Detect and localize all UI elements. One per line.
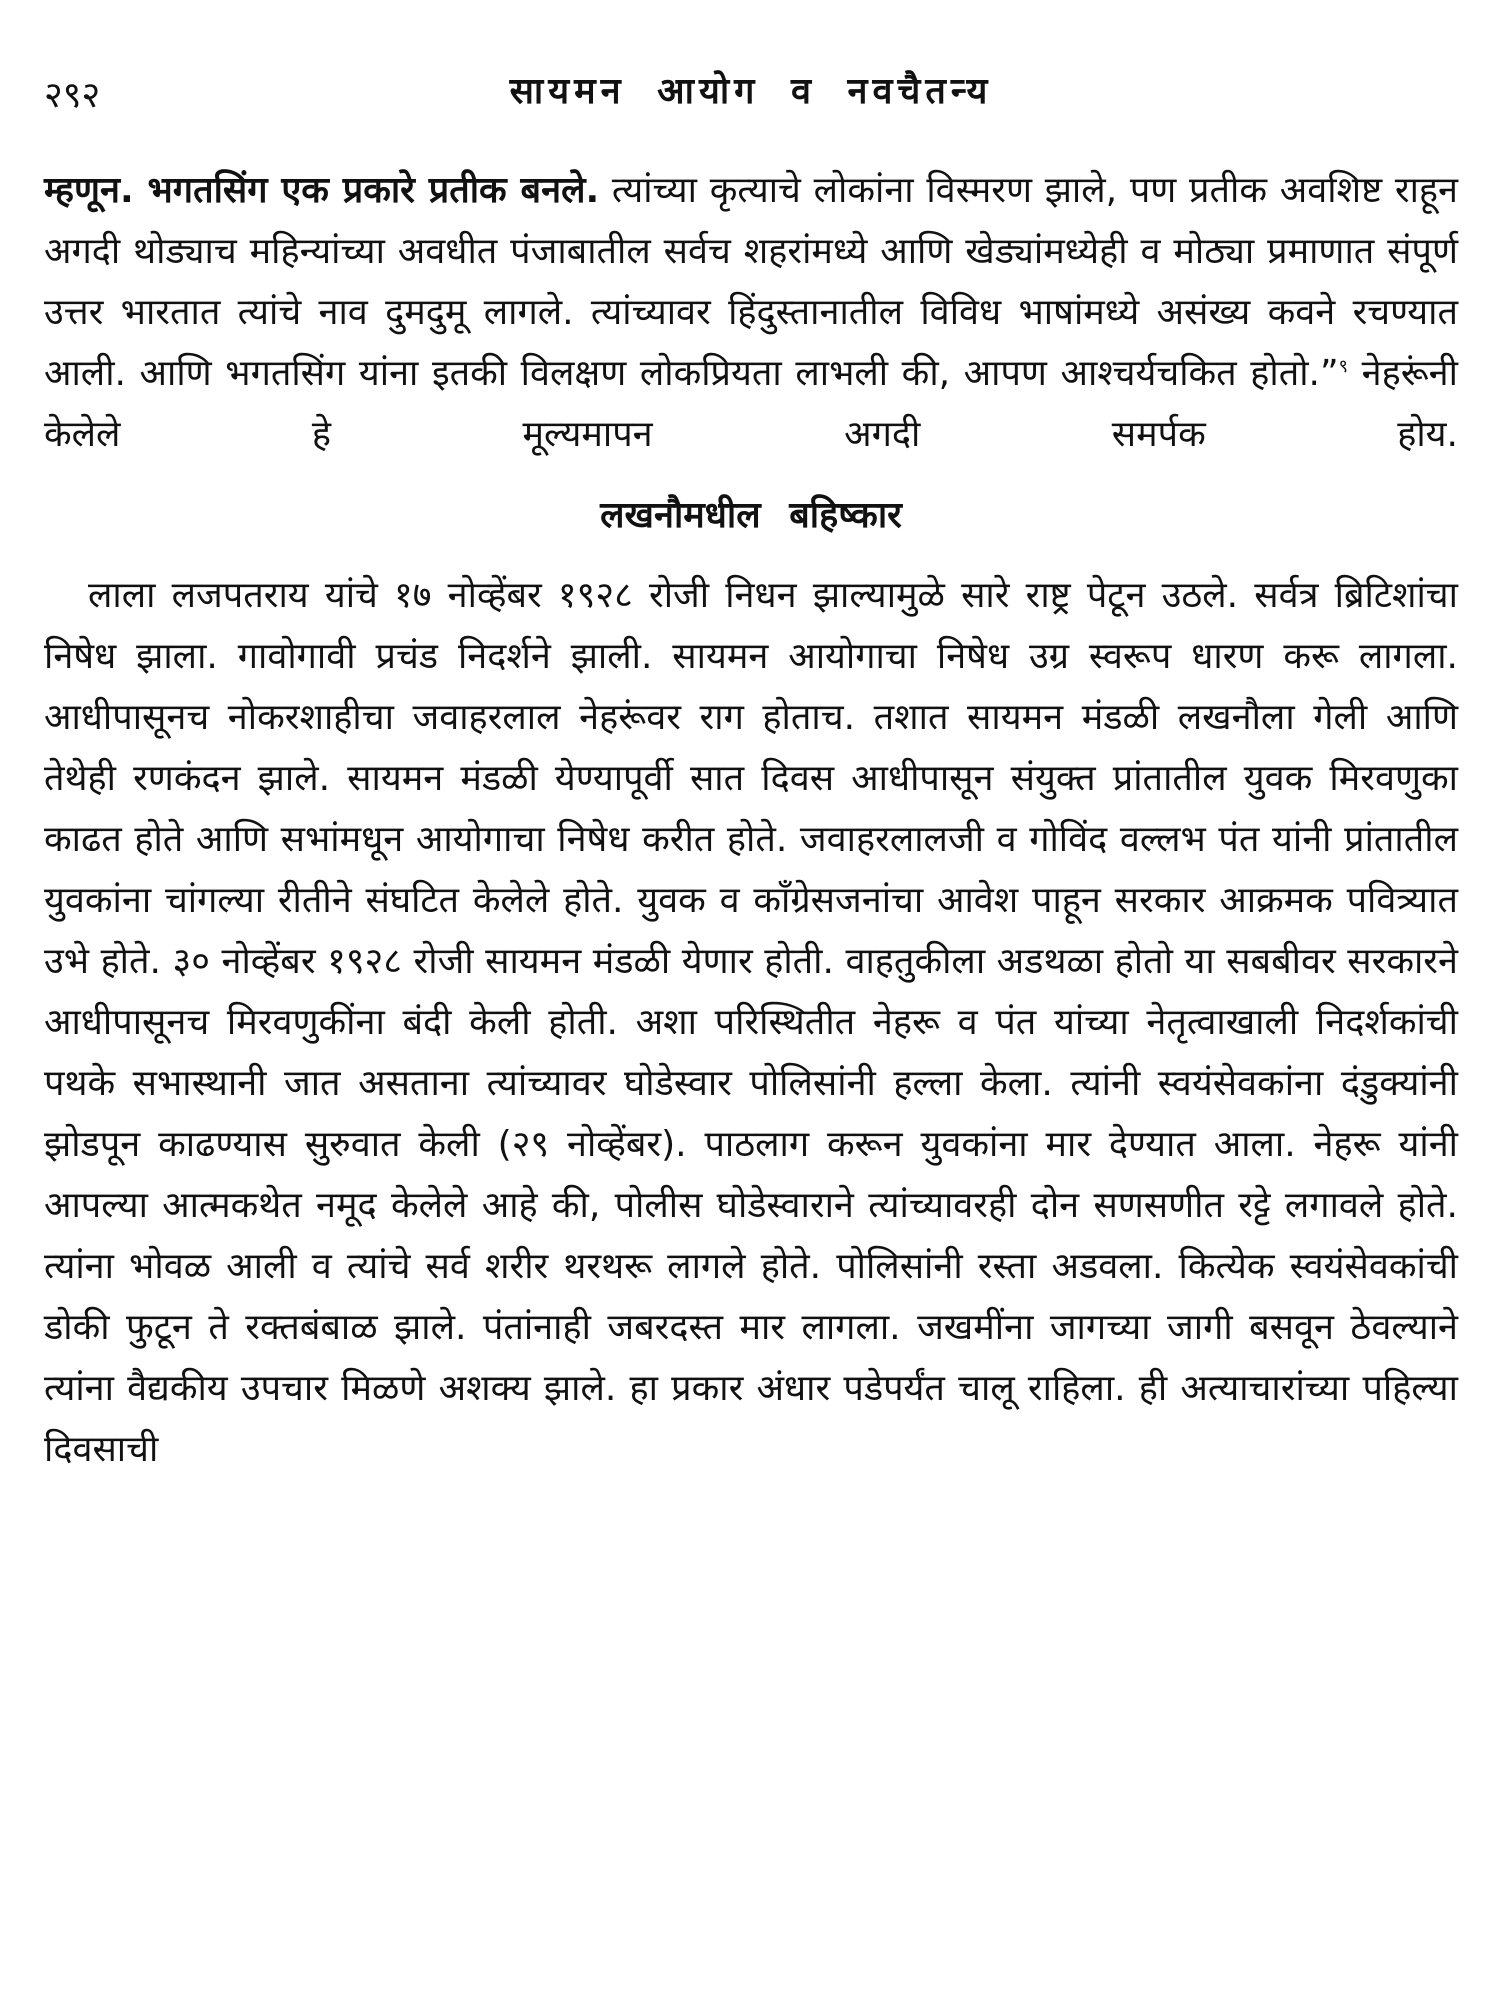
paragraph-1 [44,160,1458,465]
footnote-mark: ९ [1338,356,1349,377]
section-heading: लखनौमधील बहिष्कार [600,495,902,536]
paragraph-2: लाला लजपतराय यांचे १७ नोव्हेंबर १९२८ रोजी निधन झाल्यामुळे सारे राष्ट्र पेटून उठले. सर्वत्र ब्रिटिशांचा निषेध झाला. गावोगावी प्रचंड निदर्शने झाली. सायमन आयोगाचा निषेध उग्र स्वरूप धारण करू लागला. आधीपासूनच नोकरशाहीचा जवाहरलाल नेहरूंवर राग होताच. तशात सायमन मंडळी लखनौला गेली आणि तेथेही रणकंदन झाले. सायमन मंडळी येण्यापूर्वी सात दिवस आधीपासून संयुक्त प्रांतातील युवक मिरवणुका काढत होते आणि सभांमधून आयोगाचा निषेध करीत होते. जवाहरलालजी व गोविंद वल्लभ पंत यांनी प्रांतातील युवकांना चांगल्या रीतीने संघटित केलेले होते. युवक व काँग्रेसजनांचा आवेश पाहून सरकार आक्रमक पवित्र्यात उभे होते. ३० नोव्हेंबर १९२८ रोजी सायमन मंडळी येणार होती. वाहतुकीला अडथळा होतो या सबबीवर सरकारने आधीपासूनच मिरवणुकींना बंदी केली होती. अशा परिस्थितीत नेहरू व पंत यांच्या नेतृत्वाखाली निदर्शकांची पथके सभास्थानी जात असताना त्यांच्यावर घोडेस्वार पोलिसांनी हल्ला केला. त्यांनी स्वयंसेवकांना दंडुक्यांनी झोडपून काढण्यास सुरुवात केली (२९ नोव्हेंबर). पाठलाग करून युवकांना मार देण्यात आला. नेहरू यांनी आपल्या आत्मकथेत नमूद केलेले आहे की, पोलीस घोडेस्वाराने त्यांच्यावरही दोन सणसणीत रट्टे लगावले होते. त्यांना भोवळ आली व त्यांचे सर्व शरीर थरथरू लागले होते. पोलिसांनी रस्ता अडवला. कित्येक स्वयंसेवकांची डोकी फुटून ते रक्तबंबाळ झाले. पंतांनाही जबरदस्त मार लागला. जखमींना जागच्या जागी बसवून ठेवल्याने त्यांना वैद्यकीय उपचार मिळणे अशक्य झाले. हा प्रकार अंधार पडेपर्यंत चालू राहिला. ही अत्याचारांच्या पहिल्या दिवसाची [44,575,1458,1470]
running-header [44,70,1458,140]
page-number: २९२ [44,75,101,116]
running-title: सायमन आयोग व नवचैतन्य [509,71,993,112]
paragraph-1-lead-bold: म्हणून. भगतसिंग एक प्रकारे प्रतीक बनले. [44,170,600,211]
paragraph-1-text-end: नेहरूंनी केलेले हे मूल्यमापन अगदी समर्पक होय. [44,353,1458,455]
paragraph-1-text: त्यांच्या कृत्याचे लोकांना विस्मरण झाले, पण प्रतीक अवशिष्ट राहून अगदी थोड्याच महिन्यांच्या अवधीत पंजाबातील सर्वच शहरांमध्ये आणि खेड्यांमध्येही व मोठ्या प्रमाणात संपूर्ण उत्तर भारतात त्यांचे नाव दुमदुमू लागले. त्यांच्यावर हिंदुस्तानातील विविध भाषांमध्ये असंख्य कवने रचण्यात आली. आणि भगतसिंग यांना इतकी विलक्षण लोकप्रियता लाभली की, आपण आश्चर्यचकित होतो.” [44,170,1458,394]
